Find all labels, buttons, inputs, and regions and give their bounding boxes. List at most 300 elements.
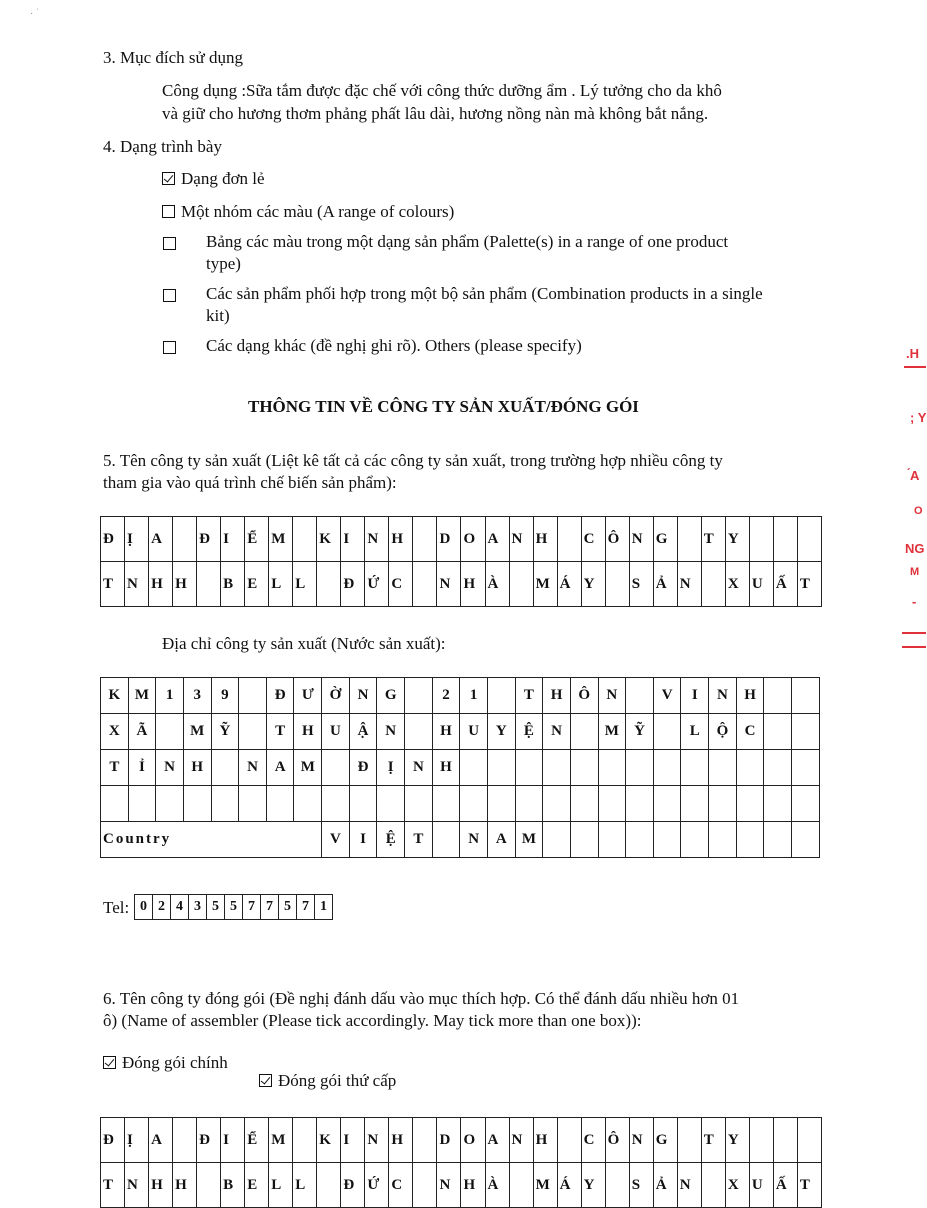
grid-cell: Ờ — [322, 678, 350, 714]
grid-cell: Ỹ — [626, 714, 654, 750]
grid-cell — [173, 1118, 197, 1163]
stamp-mark: M — [910, 566, 920, 578]
tel-digit: 7 — [243, 895, 261, 920]
grid-cell — [626, 786, 654, 822]
grid-cell — [598, 750, 626, 786]
grid-cell: Y — [725, 1118, 749, 1163]
grid-cell — [681, 750, 709, 786]
grid-cell: 1 — [156, 678, 184, 714]
grid-cell: T — [797, 1163, 821, 1208]
grid-cell: X — [101, 714, 129, 750]
grid-cell — [626, 678, 654, 714]
grid-cell — [773, 517, 797, 562]
grid-cell: C — [581, 517, 605, 562]
grid-cell: K — [317, 517, 341, 562]
grid-cell — [509, 562, 533, 607]
grid-cell: H — [432, 750, 460, 786]
grid-cell: Ỹ — [211, 714, 239, 750]
grid-cell: M — [269, 1118, 293, 1163]
grid-cell: N — [709, 678, 737, 714]
grid-cell: M — [598, 714, 626, 750]
grid-cell: S — [629, 1163, 653, 1208]
grid-cell — [736, 786, 764, 822]
stamp-mark: .H — [906, 346, 919, 361]
grid-cell: A — [266, 750, 294, 786]
grid-cell: Ô — [570, 678, 598, 714]
checkbox-checked-icon[interactable] — [259, 1074, 272, 1087]
grid-cell: T — [101, 750, 129, 786]
checkbox-empty-icon[interactable] — [163, 289, 176, 302]
grid-row — [101, 562, 822, 607]
grid-cell: N — [125, 562, 149, 607]
grid-cell — [156, 786, 184, 822]
grid-cell: 1 — [460, 678, 488, 714]
address-label: Địa chỉ công ty sản xuất (Nước sản xuất): — [162, 634, 446, 653]
grid-cell — [413, 517, 437, 562]
grid-cell: L — [681, 714, 709, 750]
grid-cell: Ể — [245, 1118, 269, 1163]
grid-cell: Ệ — [515, 714, 543, 750]
grid-cell: Đ — [101, 517, 125, 562]
grid-cell — [197, 1163, 221, 1208]
grid-cell — [792, 822, 820, 858]
grid-cell — [173, 517, 197, 562]
grid-cell: Đ — [341, 1163, 365, 1208]
grid-cell: Ấ — [773, 1163, 797, 1208]
grid-cell — [293, 517, 317, 562]
grid-cell: M — [294, 750, 322, 786]
grid-cell: U — [749, 1163, 773, 1208]
grid-row — [101, 678, 820, 714]
grid-cell: M — [183, 714, 211, 750]
grid-cell — [709, 750, 737, 786]
grid-cell — [101, 786, 129, 822]
grid-cell: Y — [725, 517, 749, 562]
grid-cell: M — [128, 678, 156, 714]
grid-cell — [792, 786, 820, 822]
usage-line-2: và giữ cho hương thơm phảng phất lâu dài, hương nồng nàn mà không bắt nắng. — [162, 104, 709, 123]
grid-cell — [749, 1118, 773, 1163]
tel-digit: 7 — [297, 895, 315, 920]
option-label: Một nhóm các màu (A range of colours) — [181, 202, 455, 221]
option-combination-checkbox[interactable] — [163, 288, 176, 306]
grid-cell — [598, 786, 626, 822]
grid-cell — [515, 786, 543, 822]
grid-cell — [432, 786, 460, 822]
grid-cell — [598, 822, 626, 858]
grid-cell: T — [266, 714, 294, 750]
grid-cell: Đ — [197, 517, 221, 562]
grid-cell: N — [349, 678, 377, 714]
grid-cell — [749, 517, 773, 562]
address-grid — [100, 677, 820, 858]
grid-cell — [626, 822, 654, 858]
grid-cell: L — [269, 1163, 293, 1208]
grid-cell: X — [725, 562, 749, 607]
grid-cell: Ả — [653, 1163, 677, 1208]
grid-cell — [239, 714, 267, 750]
primary-assembly-label: Đóng gói chính — [122, 1053, 228, 1072]
section-5-line-2: tham gia vào quá trình chế biến sản phẩm): — [103, 473, 397, 492]
stamp-mark: - — [912, 594, 917, 609]
grid-cell — [487, 786, 515, 822]
grid-cell — [792, 750, 820, 786]
tel-digit: 4 — [171, 895, 189, 920]
grid-cell — [543, 822, 571, 858]
grid-cell: N — [509, 517, 533, 562]
grid-cell — [736, 822, 764, 858]
section-4-heading: 4. Dạng trình bày — [103, 137, 222, 156]
grid-row — [101, 750, 820, 786]
grid-cell: G — [653, 517, 677, 562]
grid-cell — [792, 678, 820, 714]
checkbox-empty-icon[interactable] — [162, 205, 175, 218]
grid-cell: Á — [557, 1163, 581, 1208]
grid-cell — [487, 750, 515, 786]
stamp-mark: ; Y — [910, 410, 927, 425]
grid-cell — [294, 786, 322, 822]
grid-cell: Ứ — [365, 1163, 389, 1208]
grid-cell: Ể — [245, 517, 269, 562]
grid-cell: N — [677, 562, 701, 607]
grid-cell: H — [389, 517, 413, 562]
grid-cell: H — [149, 1163, 173, 1208]
grid-cell: Ị — [377, 750, 405, 786]
section-6-line-1: 6. Tên công ty đóng gói (Đề nghị đánh dấu vào mục thích hợp. Có thể đánh dấu nhiều hơn 01 — [103, 989, 740, 1008]
grid-cell: H — [461, 1163, 485, 1208]
grid-row — [101, 1118, 822, 1163]
grid-cell: Y — [581, 1163, 605, 1208]
grid-cell: Ã — [128, 714, 156, 750]
grid-cell — [509, 1163, 533, 1208]
grid-cell: C — [389, 1163, 413, 1208]
grid-cell: A — [487, 822, 515, 858]
grid-cell: H — [149, 562, 173, 607]
grid-cell — [405, 714, 433, 750]
grid-cell: B — [221, 1163, 245, 1208]
grid-cell: T — [101, 562, 125, 607]
grid-cell: H — [543, 678, 571, 714]
grid-cell — [792, 714, 820, 750]
grid-cell: N — [377, 714, 405, 750]
grid-cell — [322, 786, 350, 822]
grid-cell — [183, 786, 211, 822]
grid-cell: H — [173, 562, 197, 607]
grid-cell: H — [461, 562, 485, 607]
grid-cell: 3 — [183, 678, 211, 714]
grid-cell: K — [317, 1118, 341, 1163]
grid-cell: T — [515, 678, 543, 714]
grid-cell: Ộ — [709, 714, 737, 750]
primary-assembly-option[interactable] — [103, 1052, 228, 1074]
grid-cell: A — [485, 517, 509, 562]
grid-cell — [626, 750, 654, 786]
grid-cell — [557, 1118, 581, 1163]
grid-cell — [317, 562, 341, 607]
grid-cell: N — [125, 1163, 149, 1208]
grid-cell — [460, 750, 488, 786]
grid-cell: L — [293, 1163, 317, 1208]
grid-cell: Ệ — [377, 822, 405, 858]
scan-specks: · ˙ — [30, 8, 40, 19]
grid-cell: M — [533, 1163, 557, 1208]
grid-cell: N — [365, 517, 389, 562]
grid-cell — [487, 678, 515, 714]
company-info-heading: THÔNG TIN VỀ CÔNG TY SẢN XUẤT/ĐÓNG GÓI — [248, 397, 639, 416]
stamp-mark: ́A — [910, 468, 920, 483]
grid-cell — [797, 517, 821, 562]
checkbox-empty-icon[interactable] — [163, 341, 176, 354]
grid-cell — [570, 750, 598, 786]
country-row — [101, 822, 820, 858]
tel-digit: 3 — [189, 895, 207, 920]
grid-cell: G — [653, 1118, 677, 1163]
usage-line-1: Công dụng :Sữa tắm được đặc chế với công thức dưỡng ẩm . Lý tưởng cho da khô — [162, 81, 722, 100]
grid-cell — [653, 714, 681, 750]
grid-cell: S — [629, 562, 653, 607]
grid-cell: N — [677, 1163, 701, 1208]
grid-cell: Ả — [653, 562, 677, 607]
grid-cell — [653, 822, 681, 858]
grid-cell — [570, 714, 598, 750]
grid-cell — [239, 786, 267, 822]
grid-cell — [764, 714, 792, 750]
grid-cell: I — [221, 517, 245, 562]
stamp-mark: O — [914, 505, 923, 517]
checkbox-checked-icon[interactable] — [162, 172, 175, 185]
grid-cell — [239, 678, 267, 714]
grid-cell: I — [681, 678, 709, 714]
grid-cell: T — [701, 1118, 725, 1163]
grid-cell — [317, 1163, 341, 1208]
grid-cell — [211, 786, 239, 822]
assembler-name-grid — [100, 1117, 822, 1208]
grid-cell: N — [405, 750, 433, 786]
grid-cell: X — [725, 1163, 749, 1208]
section-3-heading: 3. Mục đích sử dụng — [103, 48, 244, 67]
grid-cell — [677, 1118, 701, 1163]
grid-cell — [677, 517, 701, 562]
grid-cell: I — [341, 1118, 365, 1163]
grid-cell: Đ — [266, 678, 294, 714]
grid-cell: V — [653, 678, 681, 714]
grid-cell — [405, 786, 433, 822]
grid-cell — [773, 1118, 797, 1163]
grid-cell — [709, 786, 737, 822]
grid-cell: H — [173, 1163, 197, 1208]
grid-cell — [653, 750, 681, 786]
grid-cell: U — [749, 562, 773, 607]
grid-cell: L — [269, 562, 293, 607]
grid-cell: O — [461, 517, 485, 562]
grid-cell: N — [437, 1163, 461, 1208]
tel-digit: 7 — [261, 895, 279, 920]
option-label: Dạng đơn lẻ — [181, 169, 265, 188]
stamp-rule — [902, 646, 926, 648]
grid-cell: N — [460, 822, 488, 858]
tel-digit: 1 — [315, 895, 333, 920]
grid-cell: M — [269, 517, 293, 562]
grid-cell: N — [156, 750, 184, 786]
grid-cell — [128, 786, 156, 822]
grid-cell: H — [294, 714, 322, 750]
grid-cell — [211, 750, 239, 786]
grid-cell — [156, 714, 184, 750]
grid-cell: I — [349, 822, 377, 858]
grid-cell: H — [533, 1118, 557, 1163]
grid-cell: I — [341, 517, 365, 562]
grid-cell: H — [736, 678, 764, 714]
grid-row — [101, 517, 822, 562]
grid-row — [101, 786, 820, 822]
option-single[interactable] — [162, 168, 265, 190]
grid-cell: À — [485, 562, 509, 607]
checkbox-checked-icon[interactable] — [103, 1056, 116, 1069]
grid-cell — [681, 822, 709, 858]
option-range-colours[interactable] — [162, 201, 454, 223]
grid-cell: H — [432, 714, 460, 750]
grid-cell: Đ — [349, 750, 377, 786]
grid-cell: Ứ — [365, 562, 389, 607]
grid-row — [101, 1163, 822, 1208]
grid-cell — [557, 517, 581, 562]
grid-cell — [197, 562, 221, 607]
tel-digit-boxes — [134, 894, 333, 920]
grid-cell: C — [736, 714, 764, 750]
grid-cell: D — [437, 517, 461, 562]
grid-cell: Đ — [197, 1118, 221, 1163]
grid-cell: H — [389, 1118, 413, 1163]
grid-cell — [764, 750, 792, 786]
grid-cell — [322, 750, 350, 786]
tel-digit: 5 — [207, 895, 225, 920]
secondary-assembly-option[interactable] — [259, 1070, 396, 1092]
grid-cell: T — [701, 517, 725, 562]
option-palette-label-2: type) — [206, 254, 241, 273]
grid-cell: Ấ — [773, 562, 797, 607]
grid-cell — [405, 678, 433, 714]
grid-cell: Ỉ — [128, 750, 156, 786]
manufacturer-name-grid — [100, 516, 822, 607]
grid-row — [101, 714, 820, 750]
grid-cell: Ô — [605, 1118, 629, 1163]
grid-cell: O — [461, 1118, 485, 1163]
grid-cell: N — [598, 678, 626, 714]
grid-cell — [605, 1163, 629, 1208]
tel-digit: 5 — [225, 895, 243, 920]
grid-cell: N — [509, 1118, 533, 1163]
stamp-rule — [902, 632, 926, 634]
grid-cell: M — [515, 822, 543, 858]
grid-cell: Đ — [341, 562, 365, 607]
grid-cell — [764, 822, 792, 858]
grid-cell: Đ — [101, 1118, 125, 1163]
option-palette-label: Bảng các màu trong một dạng sản phẩm (Palette(s) in a range of one product — [206, 232, 729, 251]
grid-cell: V — [322, 822, 350, 858]
grid-cell — [413, 1163, 437, 1208]
section-5-line-1: 5. Tên công ty sản xuất (Liệt kê tất cả các công ty sản xuất, trong trường hợp nhiều công ty — [103, 451, 723, 470]
grid-cell — [460, 786, 488, 822]
grid-cell: N — [365, 1118, 389, 1163]
stamp-mark: NG — [905, 541, 925, 556]
grid-cell — [764, 678, 792, 714]
grid-cell: 9 — [211, 678, 239, 714]
grid-cell: Ị — [125, 1118, 149, 1163]
grid-cell — [701, 1163, 725, 1208]
tel-label: Tel: — [103, 898, 130, 917]
grid-cell: À — [485, 1163, 509, 1208]
grid-cell — [570, 786, 598, 822]
grid-cell: Y — [581, 562, 605, 607]
grid-cell: N — [629, 517, 653, 562]
tel-digit: 2 — [153, 895, 171, 920]
grid-cell — [413, 562, 437, 607]
grid-cell: E — [245, 1163, 269, 1208]
option-others-label: Các dạng khác (đề nghị ghi rõ). Others (please specify) — [206, 336, 582, 355]
country-label: Country — [101, 822, 322, 858]
grid-cell: A — [485, 1118, 509, 1163]
grid-cell: K — [101, 678, 129, 714]
grid-cell: N — [239, 750, 267, 786]
grid-cell: U — [460, 714, 488, 750]
stamp-rule — [904, 366, 926, 368]
checkbox-empty-icon[interactable] — [163, 237, 176, 250]
grid-cell: Y — [487, 714, 515, 750]
grid-cell — [543, 786, 571, 822]
grid-cell — [377, 786, 405, 822]
grid-cell: N — [543, 714, 571, 750]
secondary-assembly-label: Đóng gói thứ cấp — [278, 1071, 397, 1090]
grid-cell: T — [101, 1163, 125, 1208]
grid-cell: L — [293, 562, 317, 607]
grid-cell: U — [322, 714, 350, 750]
option-combination-label: Các sản phẩm phối hợp trong một bộ sản phẩm (Combination products in a single — [206, 284, 763, 303]
grid-cell: Ị — [125, 517, 149, 562]
grid-cell — [543, 750, 571, 786]
grid-cell: G — [377, 678, 405, 714]
grid-cell: Ư — [294, 678, 322, 714]
grid-cell — [349, 786, 377, 822]
grid-cell — [701, 562, 725, 607]
grid-cell: N — [629, 1118, 653, 1163]
option-others-checkbox[interactable] — [163, 340, 176, 358]
grid-cell — [681, 786, 709, 822]
grid-cell — [570, 822, 598, 858]
grid-cell: A — [149, 1118, 173, 1163]
grid-cell — [764, 786, 792, 822]
grid-cell — [709, 822, 737, 858]
grid-cell: E — [245, 562, 269, 607]
section-6-line-2: ô) (Name of assembler (Please tick accordingly. May tick more than one box)): — [103, 1011, 642, 1030]
grid-cell: I — [221, 1118, 245, 1163]
option-palette-checkbox[interactable] — [163, 236, 176, 254]
grid-cell: A — [149, 517, 173, 562]
tel-digit: 0 — [135, 895, 153, 920]
grid-cell — [605, 562, 629, 607]
grid-cell: 2 — [432, 678, 460, 714]
grid-cell: T — [405, 822, 433, 858]
grid-cell — [797, 1118, 821, 1163]
grid-cell: T — [797, 562, 821, 607]
grid-cell: Ậ — [349, 714, 377, 750]
option-combination-label-2: kit) — [206, 306, 230, 325]
grid-cell: Ô — [605, 517, 629, 562]
grid-cell — [293, 1118, 317, 1163]
grid-cell — [653, 786, 681, 822]
grid-cell — [432, 822, 460, 858]
grid-cell: D — [437, 1118, 461, 1163]
grid-cell — [266, 786, 294, 822]
